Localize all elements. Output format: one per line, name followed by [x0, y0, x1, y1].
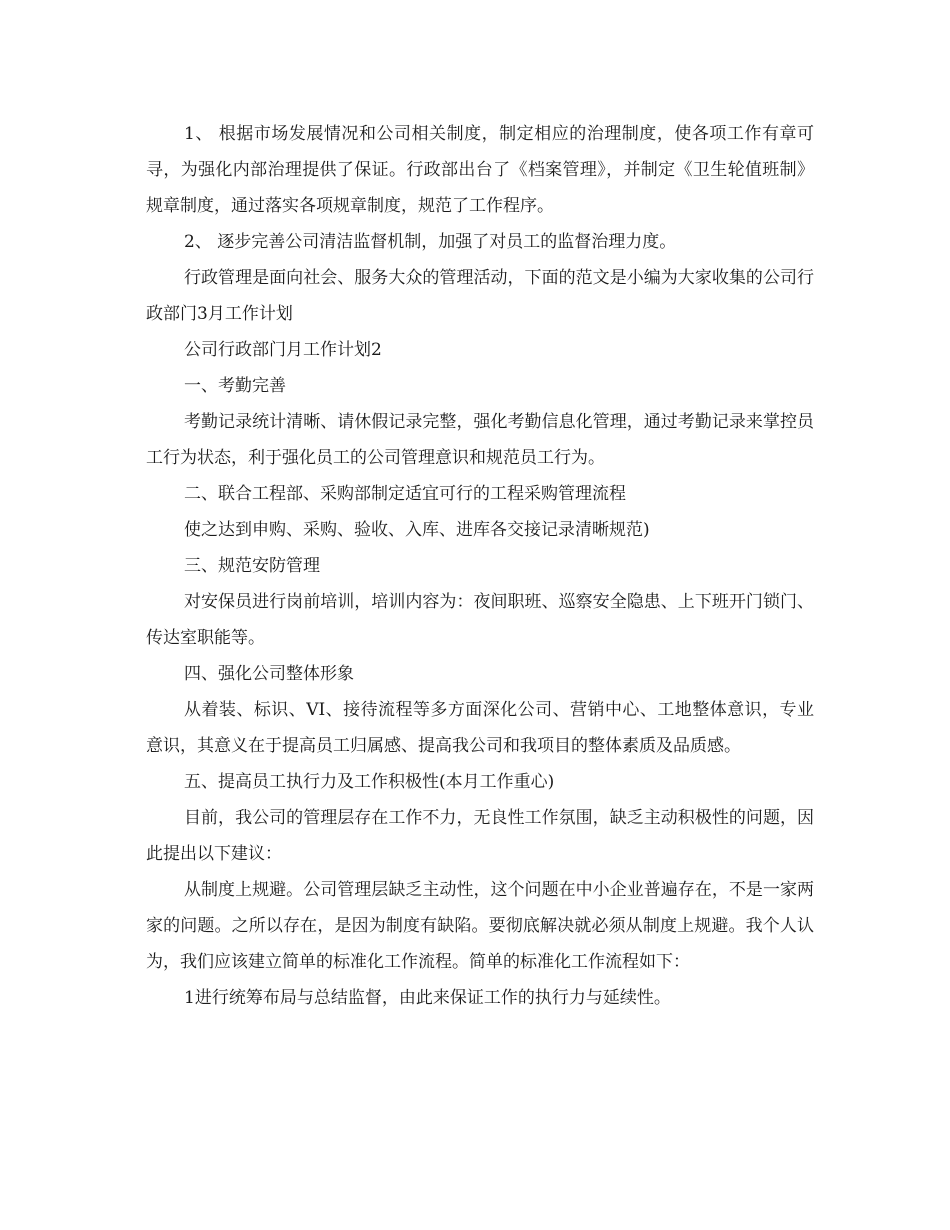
- paragraph-4: 考勤记录统计清晰、请休假记录完整，强化考勤信息化管理，通过考勤记录来掌控员工行为状态，利于强化员工的公司管理意识和规范员工行为。: [146, 412, 814, 468]
- heading-3: 三、规范安防管理: [184, 556, 320, 576]
- paragraph-3: 行政管理是面向社会、服务大众的管理活动，下面的范文是小编为大家收集的公司行政部门3月工作计划: [146, 268, 814, 324]
- paragraph-6: 对安保员进行岗前培训，培训内容为：夜间职班、巡察安全隐患、上下班开门锁门、传达室职能等。: [146, 592, 814, 648]
- paragraph-8: 目前，我公司的管理层存在工作不力，无良性工作氛围，缺乏主动积极性的问题，因此提出以下建议：: [146, 808, 814, 864]
- paragraph-1: 1、 根据市场发展情况和公司相关制度，制定相应的治理制度，使各项工作有章可寻，为强化内部治理提供了保证。行政部出台了《档案管理》，并制定《卫生轮值班制》规章制度，通过落实各项规章制度，规范了工作程序。: [146, 124, 814, 216]
- heading-5: 五、提高员工执行力及工作积极性(本月工作重心): [184, 772, 555, 792]
- paragraph-7: 从着装、标识、VI、接待流程等多方面深化公司、营销中心、工地整体意识，专业意识，其意义在于提高员工归属感、提高我公司和我项目的整体素质及品质感。: [146, 700, 814, 756]
- paragraph-5: 使之达到申购、采购、验收、入库、进库各交接记录清晰规范): [184, 520, 650, 540]
- paragraph-2: 2、 逐步完善公司清洁监督机制，加强了对员工的监督治理力度。: [184, 232, 677, 252]
- heading-2: 二、联合工程部、采购部制定适宜可行的工程采购管理流程: [184, 484, 626, 504]
- document-body: [146, 116, 814, 1016]
- section-title: 公司行政部门月工作计划2: [184, 340, 382, 360]
- heading-4: 四、强化公司整体形象: [184, 664, 354, 684]
- paragraph-9: 从制度上规避。公司管理层缺乏主动性，这个问题在中小企业普遍存在，不是一家两家的问题。之所以存在，是因为制度有缺陷。要彻底解决就必须从制度上规避。我个人认为，我们应该建立简单的标准化工作流程。简单的标准化工作流程如下：: [146, 880, 814, 972]
- paragraph-10: 1进行统筹布局与总结监督，由此来保证工作的执行力与延续性。: [184, 988, 671, 1008]
- heading-1: 一、考勤完善: [184, 376, 286, 396]
